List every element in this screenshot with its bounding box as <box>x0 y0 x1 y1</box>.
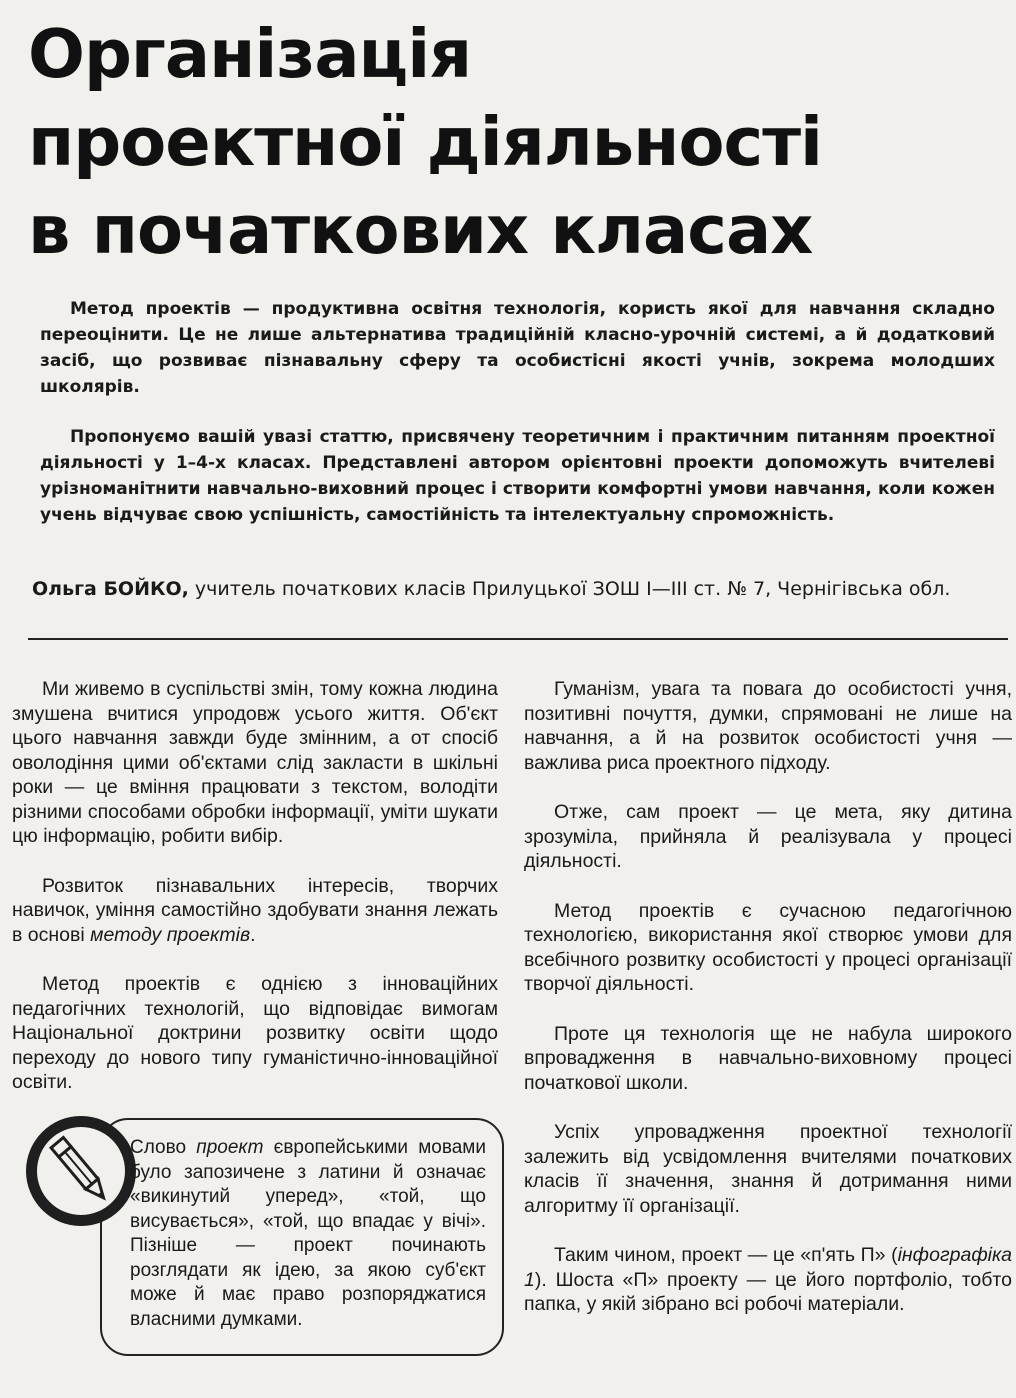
body-paragraph: Ми живемо в суспільстві змін, тому кожна людина змушена вчитися упродовж усього життя. Об'єкт цього навчання завжди буде змінним, а от спосіб оволодіння цими об'єктами слід закласти в шкільні роки — це вміння працювати з текстом, володіти різними способами обробки інформації, уміти шукати цю інформацію, робити вибір. <box>12 678 498 847</box>
callout-text <box>130 1136 486 1332</box>
callout-emphasis: проект <box>196 1137 264 1158</box>
body-paragraph <box>524 1243 1012 1317</box>
body-paragraph: Гуманізм, увага та повага до особистості учня, позитивні почуття, думки, спрямовані не лише на навчання, а й на розвиток особистості учня — важлива риса проектного підходу. <box>524 678 1012 774</box>
article-title <box>28 10 928 274</box>
left-column <box>12 677 498 1120</box>
author-name: Ольга БОЙКО, <box>32 578 189 600</box>
section-divider <box>28 638 1008 640</box>
body-paragraph <box>12 874 498 948</box>
body-paragraph: Отже, сам проект — це мета, яку дитина зрозуміла, прийняла й реалізувала у процесі діяльності. <box>524 801 1012 872</box>
title-line-3: в початкових класах <box>28 191 813 269</box>
right-column <box>524 677 1012 1342</box>
body-text: Таким чином, проект — це «п'ять П» ( <box>554 1244 898 1266</box>
byline <box>32 576 992 603</box>
body-paragraph: Проте ця технологія ще не набула широкого впровадження в навчально-виховному процесі початкової школи. <box>524 1022 1012 1094</box>
body-paragraph: Метод проектів є однією з інноваційних педагогічних технологій, що відповідає вимогам Національної доктрини розвитку освіти щодо переходу до нового типу гуманістично-інноваційної освіти. <box>12 973 498 1093</box>
emphasis-text: методу проектів <box>90 923 251 946</box>
title-line-2: проектної діяльності <box>28 103 823 181</box>
lead-paragraph-1: Метод проектів — продуктивна освітня технологія, користь якої для навчання складно переоцінити. Це не лише альтернатива традиційній класно-урочній системі, а й додатковий засіб, що розвиває пізнавальну сферу та особистісні якості учнів, зокрема молодших школярів. <box>40 299 995 397</box>
body-text: Розвиток пізнавальних інтересів, творчих навичок, уміння самостійно здобувати знання лежать в основі <box>12 874 498 946</box>
body-text: . <box>250 923 256 946</box>
pencil-icon <box>26 1116 136 1226</box>
author-position: учитель початкових класів Прилуцької ЗОШ І—ІІІ ст. № 7, Чернігівська обл. <box>188 578 951 600</box>
body-paragraph: Успіх упровадження проектної технології залежить від усвідомлення вчителями початкових класів її значення, знання й дотримання ними алгоритму її організації. <box>524 1121 1012 1217</box>
title-line-1: Організація <box>28 15 472 93</box>
lead-paragraph-2: Пропонуємо вашій увазі статтю, присвячену теоретичним і практичним питанням проектної діяльності у 1–4-х класах. Представлені автором орієнтовні проекти допоможуть вчителеві урізноманітнити навчально-виховний процес і створити комфортні умови навчання, коли кожен учень відчуває свою успішність, самостійність та інтелектуальну спроможність. <box>40 427 995 525</box>
callout-text-part: Слово <box>130 1137 197 1158</box>
callout-text-part: європейськими мовами було запозичене з латини й означає «викинутий уперед», «той, що висувається», «той, що впадає у вічі». Пізніше — проект починають розглядати як ідею, за якою суб'єкт може й має право розпоряджатися власними думками. <box>130 1137 486 1330</box>
emphasis-text: інфографіка 1 <box>524 1244 1012 1291</box>
body-paragraph: Метод проектів є сучасною педагогічною технологією, використання якої створює умови для всебічного розвитку особистості у процесі організації творчої діяльності. <box>524 899 1012 995</box>
body-text: ). Шоста «П» проекту — це його портфоліо, тобто папка, у якій зібрано всі робочі матеріали. <box>524 1268 1012 1315</box>
